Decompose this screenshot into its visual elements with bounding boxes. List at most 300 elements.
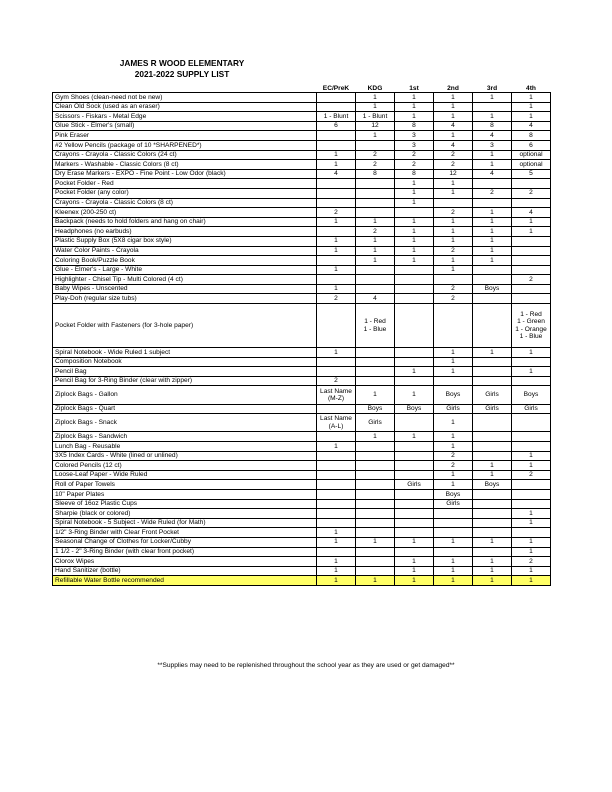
quantity-cell-ecprek: 1 bbox=[317, 348, 356, 358]
quantity-cell-1st: 1 bbox=[395, 432, 434, 442]
quantity-cell-1st: 1 bbox=[395, 256, 434, 266]
quantity-cell-1st: 1 bbox=[395, 93, 434, 103]
quantity-cell-ecprek bbox=[317, 451, 356, 461]
quantity-cell-4th: 1 bbox=[512, 547, 551, 557]
quantity-cell-1st bbox=[395, 442, 434, 452]
quantity-cell-1st: 2 bbox=[395, 160, 434, 170]
quantity-cell-kdg bbox=[356, 557, 395, 567]
quantity-cell-3rd: 8 bbox=[473, 121, 512, 131]
quantity-cell-3rd bbox=[473, 198, 512, 208]
quantity-cell-ecprek: Last Name (M-Z) bbox=[317, 386, 356, 404]
supply-row bbox=[53, 386, 551, 404]
quantity-cell-kdg bbox=[356, 470, 395, 480]
supply-row bbox=[53, 557, 551, 567]
quantity-cell-3rd bbox=[473, 432, 512, 442]
quantity-cell-3rd bbox=[473, 275, 512, 285]
quantity-cell-4th bbox=[512, 265, 551, 275]
quantity-cell-1st bbox=[395, 414, 434, 432]
quantity-cell-3rd bbox=[473, 376, 512, 386]
list-year: 2021-2022 SUPPLY LIST bbox=[134, 69, 230, 79]
quantity-cell-4th: optional bbox=[512, 150, 551, 160]
quantity-cell-4th: 4 bbox=[512, 121, 551, 131]
supply-row bbox=[53, 357, 551, 367]
quantity-cell-3rd bbox=[473, 509, 512, 519]
quantity-cell-1st: 1 bbox=[395, 217, 434, 227]
quantity-cell-1st: 1 bbox=[395, 236, 434, 246]
quantity-cell-2nd: 2 bbox=[434, 246, 473, 256]
quantity-cell-kdg bbox=[356, 284, 395, 294]
quantity-cell-1st bbox=[395, 528, 434, 538]
quantity-cell-kdg: 1 - Red 1 - Blue bbox=[356, 304, 395, 348]
quantity-cell-1st: 8 bbox=[395, 121, 434, 131]
quantity-cell-ecprek: 1 bbox=[317, 284, 356, 294]
quantity-cell-4th: 1 bbox=[512, 112, 551, 122]
supply-row bbox=[53, 179, 551, 189]
supply-row bbox=[53, 537, 551, 547]
supply-row bbox=[53, 461, 551, 471]
quantity-cell-1st: Boys bbox=[395, 404, 434, 414]
supply-item-name: Seasonal Change of Clothes for Locker/Cubby bbox=[53, 537, 317, 547]
quantity-cell-ecprek bbox=[317, 404, 356, 414]
quantity-cell-1st bbox=[395, 451, 434, 461]
supply-row bbox=[53, 509, 551, 519]
quantity-cell-2nd: 1 bbox=[434, 432, 473, 442]
supply-item-name: Sleeve of 16oz Plastic Cups bbox=[53, 499, 317, 509]
quantity-cell-4th: 2 bbox=[512, 188, 551, 198]
quantity-cell-3rd bbox=[473, 179, 512, 189]
supply-item-name: Clorox Wipes bbox=[53, 557, 317, 567]
quantity-cell-4th: 8 bbox=[512, 131, 551, 141]
quantity-cell-4th bbox=[512, 442, 551, 452]
quantity-cell-kdg bbox=[356, 480, 395, 490]
quantity-cell-2nd: 1 bbox=[434, 179, 473, 189]
supply-item-name: Plastic Supply Box (5X8 cigar box style) bbox=[53, 236, 317, 246]
quantity-cell-ecprek bbox=[317, 499, 356, 509]
quantity-cell-1st bbox=[395, 348, 434, 358]
quantity-cell-kdg bbox=[356, 489, 395, 499]
quantity-cell-ecprek: 2 bbox=[317, 208, 356, 218]
document-title bbox=[52, 58, 312, 80]
quantity-cell-3rd bbox=[473, 414, 512, 432]
supply-row bbox=[53, 528, 551, 538]
quantity-cell-kdg bbox=[356, 547, 395, 557]
quantity-cell-kdg: 1 - Blunt bbox=[356, 112, 395, 122]
quantity-cell-1st bbox=[395, 470, 434, 480]
quantity-cell-3rd: 2 bbox=[473, 188, 512, 198]
supply-row bbox=[53, 169, 551, 179]
quantity-cell-kdg bbox=[356, 265, 395, 275]
quantity-cell-kdg bbox=[356, 376, 395, 386]
quantity-cell-kdg: 12 bbox=[356, 121, 395, 131]
quantity-cell-ecprek bbox=[317, 489, 356, 499]
quantity-cell-ecprek: 1 bbox=[317, 537, 356, 547]
quantity-cell-kdg bbox=[356, 442, 395, 452]
supply-row bbox=[53, 470, 551, 480]
quantity-cell-1st: 1 bbox=[395, 537, 434, 547]
supply-item-name: Crayons - Crayola - Classic Colors (24 ct) bbox=[53, 150, 317, 160]
supply-row bbox=[53, 518, 551, 528]
quantity-cell-ecprek bbox=[317, 367, 356, 377]
quantity-cell-ecprek: Last Name (A-L) bbox=[317, 414, 356, 432]
quantity-cell-3rd bbox=[473, 442, 512, 452]
quantity-cell-2nd bbox=[434, 528, 473, 538]
supply-row bbox=[53, 499, 551, 509]
quantity-cell-1st bbox=[395, 265, 434, 275]
supply-item-name: Spiral Notebook - Wide Ruled 1 subject bbox=[53, 348, 317, 358]
quantity-cell-3rd bbox=[473, 265, 512, 275]
supply-row bbox=[53, 566, 551, 576]
quantity-cell-2nd: 1 bbox=[434, 188, 473, 198]
quantity-cell-4th bbox=[512, 236, 551, 246]
quantity-cell-1st: 1 bbox=[395, 367, 434, 377]
quantity-cell-1st: 1 bbox=[395, 566, 434, 576]
quantity-cell-1st: 1 bbox=[395, 188, 434, 198]
quantity-cell-1st: Girls bbox=[395, 480, 434, 490]
quantity-cell-ecprek bbox=[317, 227, 356, 237]
quantity-cell-ecprek: 1 bbox=[317, 160, 356, 170]
quantity-cell-ecprek bbox=[317, 432, 356, 442]
quantity-cell-ecprek bbox=[317, 102, 356, 112]
quantity-cell-1st: 1 bbox=[395, 576, 434, 586]
quantity-cell-3rd: 1 bbox=[473, 208, 512, 218]
supply-row bbox=[53, 432, 551, 442]
supply-item-name: Kleenex (200-250 ct) bbox=[53, 208, 317, 218]
quantity-cell-2nd: Girls bbox=[434, 404, 473, 414]
quantity-cell-4th: 4 bbox=[512, 208, 551, 218]
quantity-cell-kdg bbox=[356, 367, 395, 377]
quantity-cell-2nd bbox=[434, 376, 473, 386]
quantity-cell-4th bbox=[512, 480, 551, 490]
quantity-cell-2nd: 1 bbox=[434, 236, 473, 246]
supply-row bbox=[53, 112, 551, 122]
quantity-cell-ecprek: 1 bbox=[317, 528, 356, 538]
supply-item-name: Ziplock Bags - Quart bbox=[53, 404, 317, 414]
quantity-cell-4th bbox=[512, 414, 551, 432]
quantity-cell-ecprek bbox=[317, 357, 356, 367]
quantity-cell-4th bbox=[512, 256, 551, 266]
quantity-cell-kdg: 1 bbox=[356, 576, 395, 586]
quantity-cell-4th: 2 bbox=[512, 470, 551, 480]
quantity-cell-1st: 2 bbox=[395, 150, 434, 160]
quantity-cell-3rd: 1 bbox=[473, 557, 512, 567]
quantity-cell-2nd: 1 bbox=[434, 348, 473, 358]
quantity-cell-3rd: 1 bbox=[473, 160, 512, 170]
quantity-cell-ecprek: 4 bbox=[317, 169, 356, 179]
quantity-cell-ecprek bbox=[317, 140, 356, 150]
supply-item-name: Hand Sanitizer (bottle) bbox=[53, 566, 317, 576]
supply-row bbox=[53, 198, 551, 208]
supply-list-body bbox=[53, 93, 551, 586]
quantity-cell-ecprek bbox=[317, 275, 356, 285]
quantity-cell-3rd bbox=[473, 518, 512, 528]
supply-row bbox=[53, 442, 551, 452]
quantity-cell-kdg bbox=[356, 509, 395, 519]
quantity-cell-1st: 1 bbox=[395, 227, 434, 237]
quantity-cell-1st: 1 bbox=[395, 386, 434, 404]
quantity-cell-1st: 1 bbox=[395, 179, 434, 189]
grade-header-3rd: 3rd bbox=[486, 84, 498, 92]
quantity-cell-2nd bbox=[434, 198, 473, 208]
quantity-cell-1st bbox=[395, 208, 434, 218]
quantity-cell-3rd bbox=[473, 547, 512, 557]
supply-row bbox=[53, 275, 551, 285]
replenish-footnote: **Supplies may need to be replenished throughout the school year as they are used or get damaged** bbox=[157, 662, 455, 669]
supply-item-name: Dry Erase Markers - EXPO - Fine Point - Low Odor (black) bbox=[53, 169, 317, 179]
quantity-cell-2nd: 1 bbox=[434, 537, 473, 547]
school-name: JAMES R WOOD ELEMENTARY bbox=[119, 58, 245, 68]
quantity-cell-2nd: 4 bbox=[434, 140, 473, 150]
quantity-cell-1st: 8 bbox=[395, 169, 434, 179]
quantity-cell-kdg bbox=[356, 198, 395, 208]
quantity-cell-2nd: 1 bbox=[434, 442, 473, 452]
quantity-cell-4th: optional bbox=[512, 160, 551, 170]
quantity-cell-kdg: Boys bbox=[356, 404, 395, 414]
quantity-cell-ecprek bbox=[317, 188, 356, 198]
quantity-cell-ecprek: 2 bbox=[317, 376, 356, 386]
quantity-cell-kdg: 1 bbox=[356, 217, 395, 227]
supply-item-name: Play-Doh (regular size tubs) bbox=[53, 294, 317, 304]
supply-item-name: 1/2" 3-Ring Binder with Clear Front Pocket bbox=[53, 528, 317, 538]
quantity-cell-2nd: 2 bbox=[434, 284, 473, 294]
quantity-cell-2nd bbox=[434, 275, 473, 285]
quantity-cell-3rd: 1 bbox=[473, 112, 512, 122]
supply-row bbox=[53, 404, 551, 414]
quantity-cell-2nd: Boys bbox=[434, 489, 473, 499]
quantity-cell-3rd: 1 bbox=[473, 576, 512, 586]
quantity-cell-4th: 6 bbox=[512, 140, 551, 150]
quantity-cell-3rd: 1 bbox=[473, 566, 512, 576]
quantity-cell-kdg bbox=[356, 518, 395, 528]
supply-item-name: 10" Paper Plates bbox=[53, 489, 317, 499]
supply-row bbox=[53, 348, 551, 358]
quantity-cell-kdg bbox=[356, 179, 395, 189]
quantity-cell-4th: 1 bbox=[512, 102, 551, 112]
quantity-cell-ecprek: 2 bbox=[317, 294, 356, 304]
quantity-cell-2nd: 1 bbox=[434, 256, 473, 266]
quantity-cell-ecprek: 1 bbox=[317, 150, 356, 160]
quantity-cell-kdg: 1 bbox=[356, 432, 395, 442]
supply-row bbox=[53, 414, 551, 432]
supply-row bbox=[53, 160, 551, 170]
supply-row bbox=[53, 93, 551, 103]
quantity-cell-4th bbox=[512, 489, 551, 499]
supply-item-name: Roll of Paper Towels bbox=[53, 480, 317, 490]
quantity-cell-3rd bbox=[473, 357, 512, 367]
quantity-cell-ecprek bbox=[317, 131, 356, 141]
quantity-cell-ecprek: 1 bbox=[317, 217, 356, 227]
supply-item-name: Highlighter - Chisel Tip - Multi Colored (4 ct) bbox=[53, 275, 317, 285]
quantity-cell-4th bbox=[512, 499, 551, 509]
quantity-cell-2nd: 1 bbox=[434, 265, 473, 275]
supply-item-name: Coloring Book/Puzzle Book bbox=[53, 256, 317, 266]
quantity-cell-4th: 1 bbox=[512, 93, 551, 103]
quantity-cell-3rd: 1 bbox=[473, 348, 512, 358]
quantity-cell-kdg bbox=[356, 208, 395, 218]
quantity-cell-3rd: 1 bbox=[473, 217, 512, 227]
quantity-cell-2nd: 1 bbox=[434, 480, 473, 490]
supply-item-name: Clean Old Sock (used as an eraser) bbox=[53, 102, 317, 112]
quantity-cell-1st bbox=[395, 509, 434, 519]
supply-item-name: Ziplock Bags - Snack bbox=[53, 414, 317, 432]
quantity-cell-ecprek bbox=[317, 518, 356, 528]
supply-item-name: Pocket Folder with Fasteners (for 3-hole paper) bbox=[53, 304, 317, 348]
quantity-cell-3rd: Boys bbox=[473, 480, 512, 490]
quantity-cell-kdg: 1 bbox=[356, 537, 395, 547]
quantity-cell-4th: 1 bbox=[512, 518, 551, 528]
supply-item-name: Pocket Folder - Red bbox=[53, 179, 317, 189]
supply-item-name: Sharpie (black or colored) bbox=[53, 509, 317, 519]
quantity-cell-1st bbox=[395, 461, 434, 471]
grade-header-1st: 1st bbox=[409, 84, 419, 92]
supply-item-name: Spiral Notebook - 5 Subject - Wide Ruled (for Math) bbox=[53, 518, 317, 528]
quantity-cell-1st bbox=[395, 518, 434, 528]
supply-row bbox=[53, 256, 551, 266]
quantity-cell-4th: 2 bbox=[512, 557, 551, 567]
quantity-cell-kdg bbox=[356, 348, 395, 358]
quantity-cell-3rd: Boys bbox=[473, 284, 512, 294]
grade-header-row bbox=[53, 82, 551, 93]
quantity-cell-2nd: 1 bbox=[434, 576, 473, 586]
quantity-cell-3rd: 1 bbox=[473, 150, 512, 160]
supply-item-name: Loose-Leaf Paper - Wide Ruled bbox=[53, 470, 317, 480]
quantity-cell-2nd: 1 bbox=[434, 227, 473, 237]
supply-item-name: Ziplock Bags - Gallon bbox=[53, 386, 317, 404]
quantity-cell-1st: 1 bbox=[395, 198, 434, 208]
quantity-cell-kdg bbox=[356, 451, 395, 461]
grade-header-ecprek: EC/PreK bbox=[322, 84, 350, 92]
supply-row bbox=[53, 102, 551, 112]
quantity-cell-kdg: 4 bbox=[356, 294, 395, 304]
quantity-cell-kdg: 1 bbox=[356, 102, 395, 112]
quantity-cell-2nd bbox=[434, 509, 473, 519]
quantity-cell-3rd: 1 bbox=[473, 461, 512, 471]
quantity-cell-ecprek bbox=[317, 547, 356, 557]
quantity-cell-2nd: 1 bbox=[434, 217, 473, 227]
quantity-cell-3rd: 4 bbox=[473, 169, 512, 179]
quantity-cell-4th bbox=[512, 432, 551, 442]
quantity-cell-ecprek: 1 bbox=[317, 246, 356, 256]
quantity-cell-4th: 1 bbox=[512, 566, 551, 576]
quantity-cell-3rd: 1 bbox=[473, 246, 512, 256]
quantity-cell-ecprek: 6 bbox=[317, 121, 356, 131]
quantity-cell-ecprek bbox=[317, 198, 356, 208]
quantity-cell-4th: 1 bbox=[512, 576, 551, 586]
quantity-cell-3rd: 1 bbox=[473, 236, 512, 246]
supply-item-name: Baby Wipes - Unscented bbox=[53, 284, 317, 294]
supply-row bbox=[53, 367, 551, 377]
quantity-cell-kdg: 1 bbox=[356, 246, 395, 256]
quantity-cell-kdg: 2 bbox=[356, 227, 395, 237]
quantity-cell-2nd: 1 bbox=[434, 566, 473, 576]
quantity-cell-2nd bbox=[434, 547, 473, 557]
quantity-cell-kdg bbox=[356, 566, 395, 576]
supply-item-name: 1 1/2 - 2" 3-Ring Binder (with clear front pocket) bbox=[53, 547, 317, 557]
supply-row bbox=[53, 217, 551, 227]
quantity-cell-2nd: 2 bbox=[434, 451, 473, 461]
quantity-cell-1st: 1 bbox=[395, 112, 434, 122]
supply-row bbox=[53, 489, 551, 499]
quantity-cell-2nd: 2 bbox=[434, 150, 473, 160]
quantity-cell-1st: 1 bbox=[395, 246, 434, 256]
quantity-cell-1st: 1 bbox=[395, 102, 434, 112]
quantity-cell-kdg: 1 bbox=[356, 236, 395, 246]
supply-row bbox=[53, 150, 551, 160]
quantity-cell-ecprek bbox=[317, 304, 356, 348]
quantity-cell-ecprek bbox=[317, 509, 356, 519]
supply-row bbox=[53, 480, 551, 490]
quantity-cell-kdg: 2 bbox=[356, 150, 395, 160]
quantity-cell-3rd bbox=[473, 528, 512, 538]
quantity-cell-2nd: 1 bbox=[434, 557, 473, 567]
quantity-cell-2nd: 1 bbox=[434, 470, 473, 480]
quantity-cell-2nd: 1 bbox=[434, 102, 473, 112]
quantity-cell-4th: 1 bbox=[512, 509, 551, 519]
quantity-cell-3rd: 3 bbox=[473, 140, 512, 150]
quantity-cell-kdg bbox=[356, 461, 395, 471]
quantity-cell-ecprek: 1 bbox=[317, 265, 356, 275]
quantity-cell-2nd: 1 bbox=[434, 93, 473, 103]
quantity-cell-2nd: Boys bbox=[434, 386, 473, 404]
supply-row bbox=[53, 246, 551, 256]
supply-item-name: Scissors - Fiskars - Metal Edge bbox=[53, 112, 317, 122]
quantity-cell-3rd: Girls bbox=[473, 404, 512, 414]
supply-row bbox=[53, 265, 551, 275]
quantity-cell-1st bbox=[395, 489, 434, 499]
quantity-cell-1st bbox=[395, 284, 434, 294]
quantity-cell-kdg: 1 bbox=[356, 386, 395, 404]
quantity-cell-1st bbox=[395, 304, 434, 348]
quantity-cell-4th bbox=[512, 198, 551, 208]
quantity-cell-ecprek: 1 bbox=[317, 442, 356, 452]
quantity-cell-ecprek bbox=[317, 179, 356, 189]
supply-item-name: Pink Eraser bbox=[53, 131, 317, 141]
supply-item-name: 3X5 Index Cards - White (lined or unlined) bbox=[53, 451, 317, 461]
quantity-cell-4th bbox=[512, 179, 551, 189]
supply-row bbox=[53, 121, 551, 131]
quantity-cell-3rd: 4 bbox=[473, 131, 512, 141]
supply-row bbox=[53, 376, 551, 386]
supply-item-name: Composition Notebook bbox=[53, 357, 317, 367]
quantity-cell-kdg bbox=[356, 275, 395, 285]
quantity-cell-2nd: 1 bbox=[434, 367, 473, 377]
quantity-cell-4th: 1 bbox=[512, 367, 551, 377]
quantity-cell-4th: 1 bbox=[512, 537, 551, 547]
quantity-cell-2nd: 2 bbox=[434, 208, 473, 218]
quantity-cell-ecprek: 1 bbox=[317, 557, 356, 567]
supply-item-name: Glue Stick - Elmer's (small) bbox=[53, 121, 317, 131]
quantity-cell-4th: 1 - Red 1 - Green 1 - Orange 1 - Blue bbox=[512, 304, 551, 348]
quantity-cell-2nd: 2 bbox=[434, 294, 473, 304]
quantity-cell-2nd: 1 bbox=[434, 414, 473, 432]
quantity-cell-2nd: 1 bbox=[434, 357, 473, 367]
quantity-cell-kdg bbox=[356, 528, 395, 538]
quantity-cell-kdg bbox=[356, 357, 395, 367]
quantity-cell-3rd: 1 bbox=[473, 470, 512, 480]
quantity-cell-2nd: 1 bbox=[434, 112, 473, 122]
supply-row bbox=[53, 547, 551, 557]
supply-row bbox=[53, 284, 551, 294]
quantity-cell-3rd bbox=[473, 451, 512, 461]
quantity-cell-2nd bbox=[434, 304, 473, 348]
supply-item-name: Pocket Folder (any color) bbox=[53, 188, 317, 198]
supply-item-name: Backpack (needs to hold folders and hang on chair) bbox=[53, 217, 317, 227]
supply-item-name: Pencil Bag bbox=[53, 367, 317, 377]
quantity-cell-3rd bbox=[473, 294, 512, 304]
grade-header-4th: 4th bbox=[526, 84, 536, 92]
quantity-cell-1st bbox=[395, 294, 434, 304]
quantity-cell-3rd bbox=[473, 489, 512, 499]
quantity-cell-ecprek bbox=[317, 461, 356, 471]
